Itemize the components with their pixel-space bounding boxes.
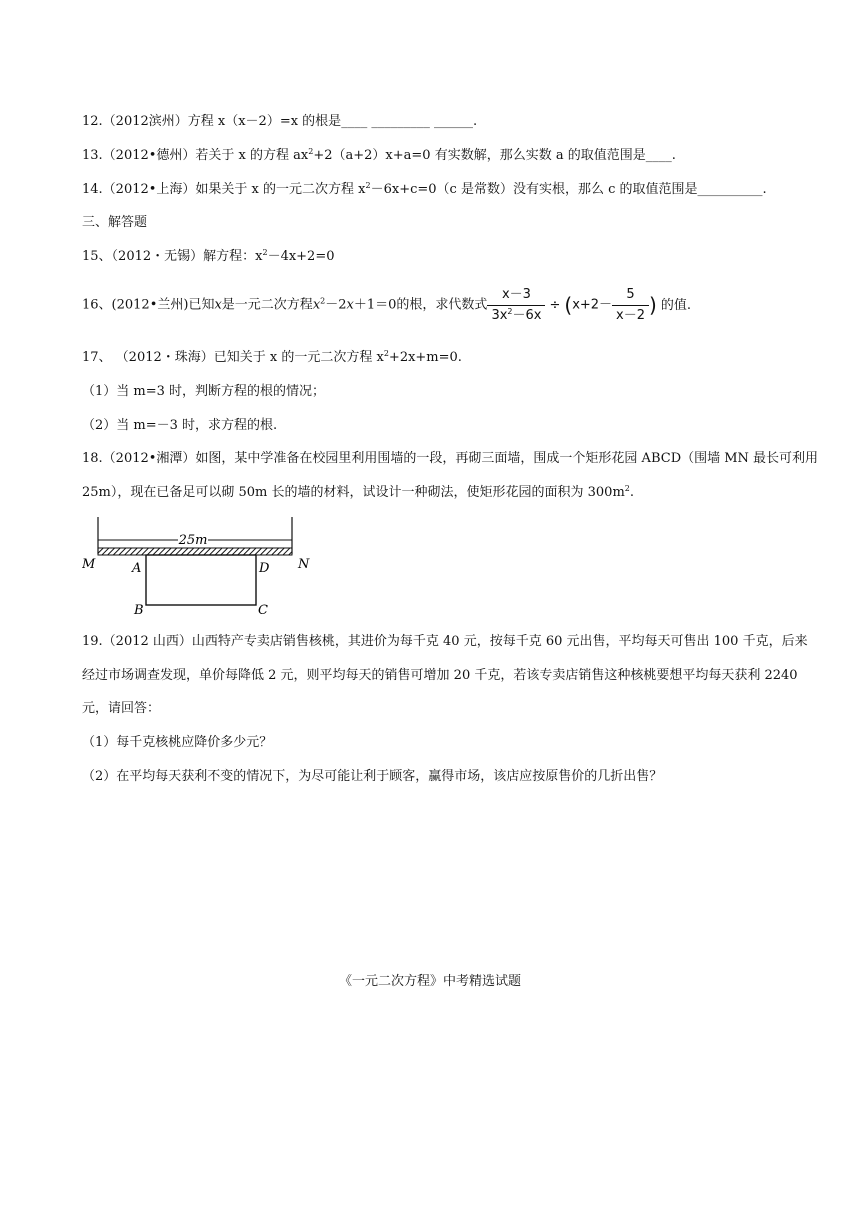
q17-sup: 2 — [383, 349, 389, 358]
label-a: A — [132, 561, 142, 576]
page-footer-title: 《一元二次方程》中考精选试题 — [338, 974, 521, 989]
q16-frac2-numerator: 5 — [612, 286, 649, 306]
q16-paren-inner: x+2－ — [572, 297, 613, 313]
q16-mid2: 的根，求代数式 — [396, 297, 488, 313]
q16-paren-open: ( — [564, 293, 573, 317]
q14-suffix: . — [762, 182, 767, 197]
q12-suffix: . — [472, 114, 478, 129]
q17-part-1: （1）当 m=3 时，判断方程的根的情况； — [82, 384, 326, 399]
q14-sup: 2 — [365, 181, 371, 190]
q16-frac1-numerator: x－3 — [487, 286, 545, 306]
question-12 — [82, 114, 477, 130]
q16-eq-x2: x — [346, 297, 354, 313]
q19-line-1: 19.（2012 山西）山西特产专卖店销售核桃，其进价为每千克 40 元，按每千克 60 元出售，平均每天可售出 100 千克，后来 — [82, 634, 808, 649]
q18-line-2-suffix: . — [629, 485, 635, 500]
q16-paren-close: ) — [649, 293, 657, 317]
q15-sup: 2 — [262, 248, 268, 257]
label-m: M — [82, 557, 96, 572]
q16-fraction-2 — [612, 286, 649, 325]
question-14 — [82, 182, 767, 198]
q16-eq-end: ＋1＝0 — [353, 297, 397, 313]
q18-line-1: 18.（2012•湘潭）如图，某中学准备在校园里利用围墙的一段，再砌三面墙，围成一个矩形花园 ABCD（围墙 MN 最长可利用 — [82, 451, 819, 466]
question-13 — [82, 148, 676, 164]
garden-rectangle — [146, 555, 256, 605]
question-15 — [82, 249, 335, 265]
q13-sup: 2 — [308, 147, 314, 156]
q14-middle: －6x+c=0（c 是常数）没有实根，那么 c 的取值范围是 — [370, 182, 698, 197]
label-d: D — [259, 561, 270, 576]
q16-frac1-den-pre: 3x — [491, 307, 508, 323]
q19-part-1: （1）每千克核桃应降价多少元？ — [82, 735, 273, 750]
label-n: N — [298, 557, 310, 572]
q13-blank: ____ — [645, 148, 672, 163]
q18-line-2 — [82, 485, 634, 501]
q16-eq-rest: －2 — [325, 297, 347, 313]
q19-part-2: （2）在平均每天获利不变的情况下，为尽可能让利于顾客，赢得市场，该店应按原售价的几折出售？ — [82, 769, 663, 784]
q16-divide: ÷ — [549, 297, 561, 313]
q16-var-x: x — [214, 297, 222, 313]
q16-eq-sup: 2 — [320, 296, 326, 306]
q16-eq-x1: x — [312, 297, 321, 313]
q16-frac1-den-sup: 2 — [507, 306, 513, 316]
q13-suffix: . — [671, 148, 676, 163]
q12-text: 12.（2012滨州）方程 x（x－2）=x 的根是 — [82, 114, 342, 129]
q13-text: 13.（2012•德州）若关于 x 的方程 ax — [82, 148, 309, 163]
q16-frac1-den-post: －6x — [512, 307, 542, 323]
q18-sup: 2 — [624, 484, 630, 493]
question-16 — [82, 282, 691, 329]
q17-stem-rest: +2x+m=0. — [388, 350, 462, 365]
label-b: B — [134, 603, 144, 618]
q19-line-3: 元，请回答： — [82, 701, 161, 716]
q16-fraction-1 — [487, 286, 545, 325]
q16-mid1: 是一元二次方程 — [221, 297, 313, 313]
q16-frac1-denominator — [487, 306, 545, 325]
q14-blank: __________ — [697, 182, 763, 197]
q16-prefix: 16、(2012•兰州)已知 — [82, 297, 215, 313]
q18-line-2-text: 25m），现在已备足可以砌 50m 长的墙的材料，试设计一种砌法，使矩形花园的面积为 300m — [82, 485, 625, 500]
garden-figure — [82, 512, 322, 624]
wall-mn — [98, 548, 292, 555]
q12-blank: ____ _________ ______ — [341, 114, 473, 129]
q16-frac2-denominator: x－2 — [616, 307, 646, 323]
label-c: C — [258, 603, 268, 618]
q13-middle: +2（a+2）x+a=0 有实数解，那么实数 a 的取值范围是 — [313, 148, 646, 163]
length-label: 25m — [178, 533, 208, 548]
section-heading: 三、解答题 — [82, 215, 148, 230]
q17-stem: 17、 （2012・珠海）已知关于 x 的一元二次方程 x — [82, 350, 384, 365]
q17-part-2: （2）当 m=－3 时，求方程的根. — [82, 418, 278, 433]
q14-text: 14.（2012•上海）如果关于 x 的一元二次方程 x — [82, 182, 366, 197]
q15-text: 15、（2012・无锡）解方程：x — [82, 249, 263, 264]
question-17 — [82, 350, 462, 366]
q16-suffix: 的值. — [660, 297, 691, 313]
q15-middle: －4x+2=0 — [267, 249, 335, 264]
q19-line-2: 经过市场调查发现，单价每降低 2 元，则平均每天的销售可增加 20 千克，若该专卖店销售这种核桃要想平均每天获利 2240 — [82, 668, 798, 683]
